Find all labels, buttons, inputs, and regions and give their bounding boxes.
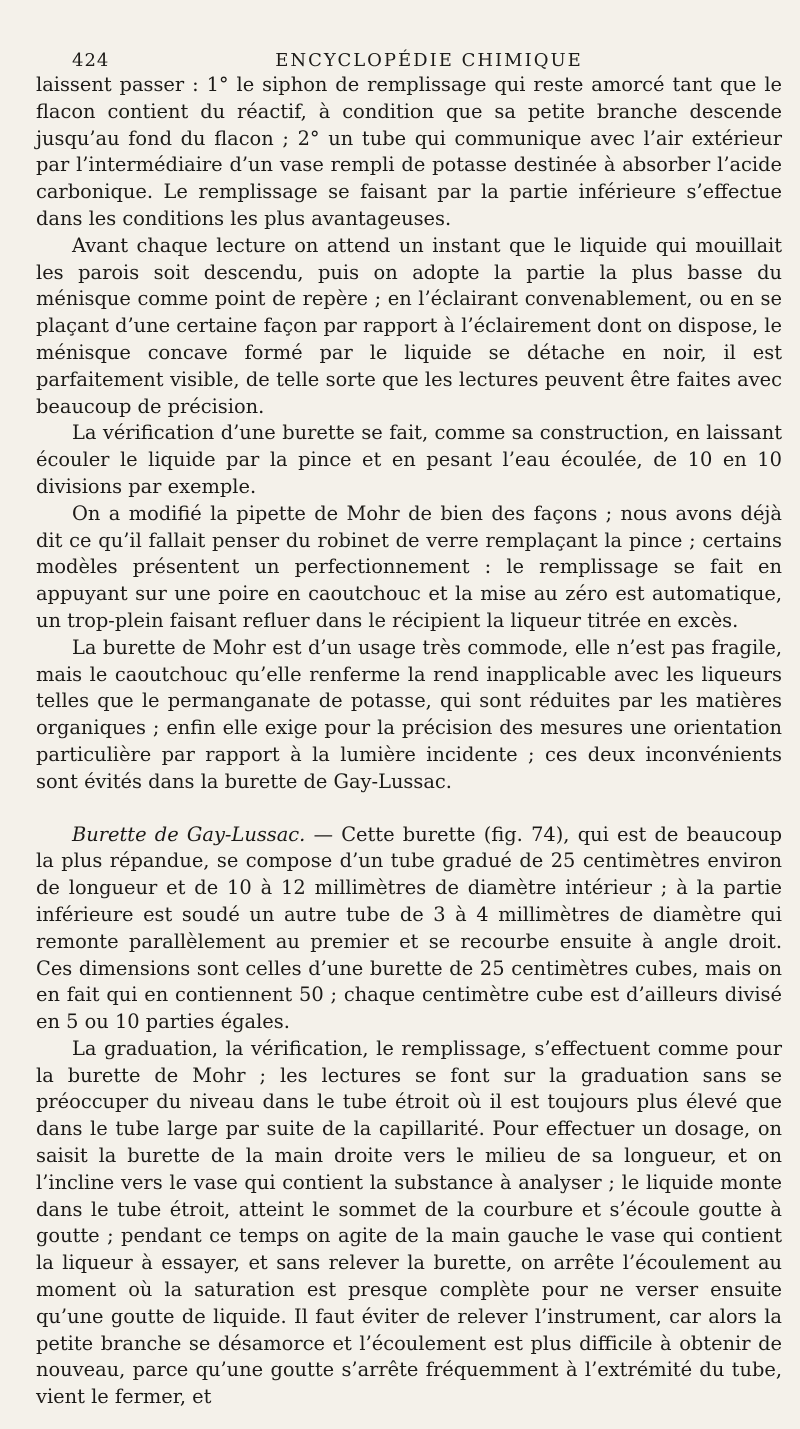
body-text [36, 72, 782, 1411]
paragraph: La vérification d’une burette se fait, comme sa construction, en laissant écouler le liquide par la pince et en pesant l’eau écoulée, de 10 en 10 divisions par exemple. [36, 421, 782, 498]
paragraph: La graduation, la vérification, le remplissage, s’effectuent comme pour la burette de Mohr ; les lectures se font sur la graduation sans se préoccuper du niveau dans le tube étroit où il est toujours plus élevé que dans le tube large par suite de la capillarité. Pour effectuer un dosage, on saisit la burette de la main droite vers le milieu de sa longueur, et on l’incline vers le vase qui contient la substance à analyser ; le liquide monte dans le tube étroit, atteint le sommet de la courbure et s’écoule goutte à goutte ; pendant ce temps on agite de la main gauche le vase qui contient la liqueur à essayer, et sans relever la burette, on arrête l’écoulement au moment où la saturation est presque complète pour ne verser ensuite qu’une goutte de liquide. Il faut éviter de relever l’instrument, car alors la petite branche se désamorce et l’écoulement est plus difficile à obtenir de nouveau, parce qu’une goutte s’arrête fréquemment à l’extrémité du tube, vient le fermer, et [36, 1036, 782, 1409]
running-title: ENCYCLOPÉDIE CHIMIQUE [275, 50, 583, 71]
paragraph: laissent passer : 1° le siphon de remplissage qui reste amorcé tant que le flacon contient du réactif, à condition que sa petite branche descende jusqu’au fond du flacon ; 2° un tube qui communique avec l’air extérieur par l’intermédiaire d’un vase rempli de potasse destinée à absorber l’acide carbonique. Le remplissage se faisant par la partie inférieure s’effectue dans les conditions les plus avantageuses. [36, 73, 782, 230]
section-heading: Burette de Gay-Lussac. [72, 822, 306, 846]
paragraph: Avant chaque lecture on attend un instant que le liquide qui mouillait les parois soit descendu, puis on adopte la partie la plus basse du ménisque comme point de repère ; en l’éclairant convenablement, ou en se plaçant d’une certaine façon par rapport à l’éclairement dont on dispose, le ménisque concave formé par le liquide se détache en noir, il est parfaitement visible, de telle sorte que les lectures peuvent être faites avec beaucoup de précision. [36, 233, 782, 418]
page-number: 424 [72, 50, 110, 71]
running-head [36, 0, 782, 72]
section-text: — Cette burette (fig. 74), qui est de beaucoup la plus répandue, se compose d’un tube gradué de 25 centimètres environ de longueur et de 10 à 12 millimètres de diamètre intérieur ; à la partie inférieure est soudé un autre tube de 3 à 4 millimètres de diamètre qui remonte parallèlement au premier et se recourbe ensuite à angle droit. Ces dimensions sont celles d’une burette de 25 centimètres cubes, mais on en fait qui en contiennent 50 ; chaque centimètre cube est d’ailleurs divisé en 5 ou 10 parties égales. [36, 822, 783, 1034]
paragraph: La burette de Mohr est d’un usage très commode, elle n’est pas fragile, mais le caoutchouc qu’elle renferme la rend inapplicable avec les liqueurs telles que le permanganate de potasse, qui sont réduites par les matières organiques ; enfin elle exige pour la précision des mesures une orientation particulière par rapport à la lumière incidente ; ces deux inconvénients sont évités dans la burette de Gay-Lussac. [36, 635, 782, 793]
paragraph: On a modifié la pipette de Mohr de bien des façons ; nous avons déjà dit ce qu’il fallait penser du robinet de verre remplaçant la pince ; certains modèles présentent un perfectionnement : le remplissage se fait en appuyant sur une poire en caoutchouc et la mise au zéro est automatique, un trop-plein faisant refluer dans le récipient la liqueur titrée en excès. [36, 501, 782, 632]
section-paragraph [36, 822, 782, 1036]
